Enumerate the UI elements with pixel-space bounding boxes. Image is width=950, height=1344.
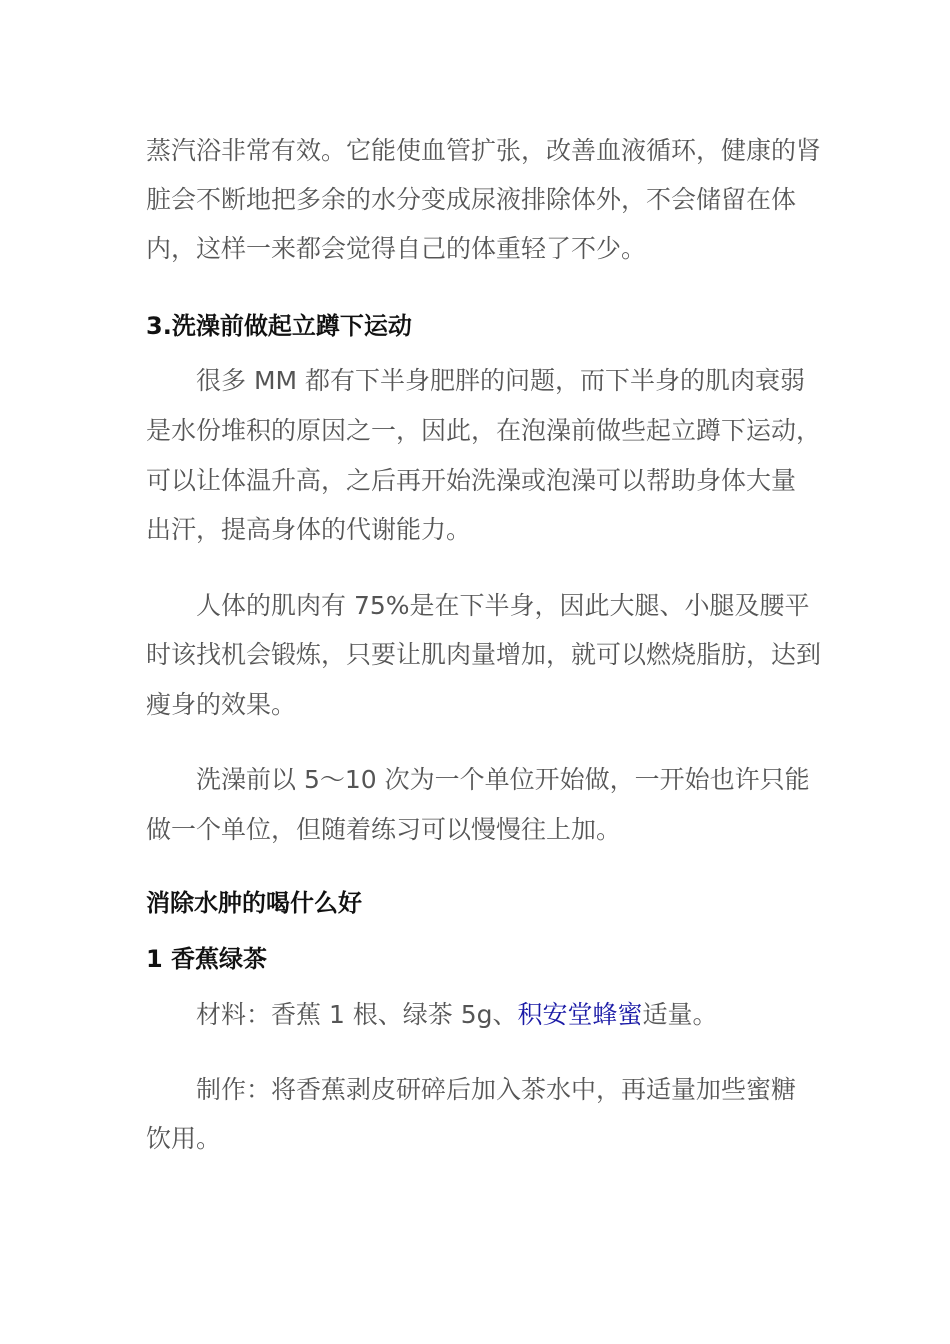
paragraph-line: 脏会不断地把多余的水分变成尿液排除体外，不会储留在体 — [146, 185, 797, 214]
materials-line — [196, 1000, 718, 1030]
paragraph-line: 是水份堆积的原因之一，因此，在泡澡前做些起立蹲下运动， — [146, 416, 822, 445]
paragraph-line: 人体的肌肉有 75%是在下半身，因此大腿、小腿及腰平 — [196, 591, 810, 620]
item-heading: 1 香蕉绿茶 — [146, 945, 268, 973]
materials-prefix: 材料：香蕉 1 根、绿茶 5g、 — [196, 1000, 518, 1029]
section-heading: 3.洗澡前做起立蹲下运动 — [146, 312, 412, 340]
paragraph-line: 蒸汽浴非常有效。它能使血管扩张，改善血液循环，健康的肾 — [146, 136, 822, 165]
paragraph-line: 很多 MM 都有下半身肥胖的问题，而下半身的肌肉衰弱 — [196, 366, 806, 395]
honey-link[interactable]: 积安堂蜂蜜 — [517, 1000, 643, 1029]
paragraph-line: 出汗，提高身体的代谢能力。 — [146, 515, 472, 544]
paragraph-line: 洗澡前以 5～10 次为一个单位开始做，一开始也许只能 — [196, 765, 810, 794]
paragraph-line: 制作：将香蕉剥皮研碎后加入茶水中，再适量加些蜜糖 — [196, 1075, 797, 1104]
paragraph-line: 做一个单位，但随着练习可以慢慢往上加。 — [146, 815, 622, 844]
materials-suffix: 适量。 — [642, 1000, 718, 1029]
paragraph-line: 瘦身的效果。 — [146, 690, 297, 719]
paragraph-line: 内，这样一来都会觉得自己的体重轻了不少。 — [146, 234, 647, 263]
section-heading: 消除水肿的喝什么好 — [146, 889, 362, 917]
paragraph-line: 饮用。 — [146, 1124, 222, 1153]
paragraph-line: 可以让体温升高，之后再开始洗澡或泡澡可以帮助身体大量 — [146, 466, 797, 495]
paragraph-line: 时该找机会锻炼，只要让肌肉量增加，就可以燃烧脂肪，达到 — [146, 640, 822, 669]
